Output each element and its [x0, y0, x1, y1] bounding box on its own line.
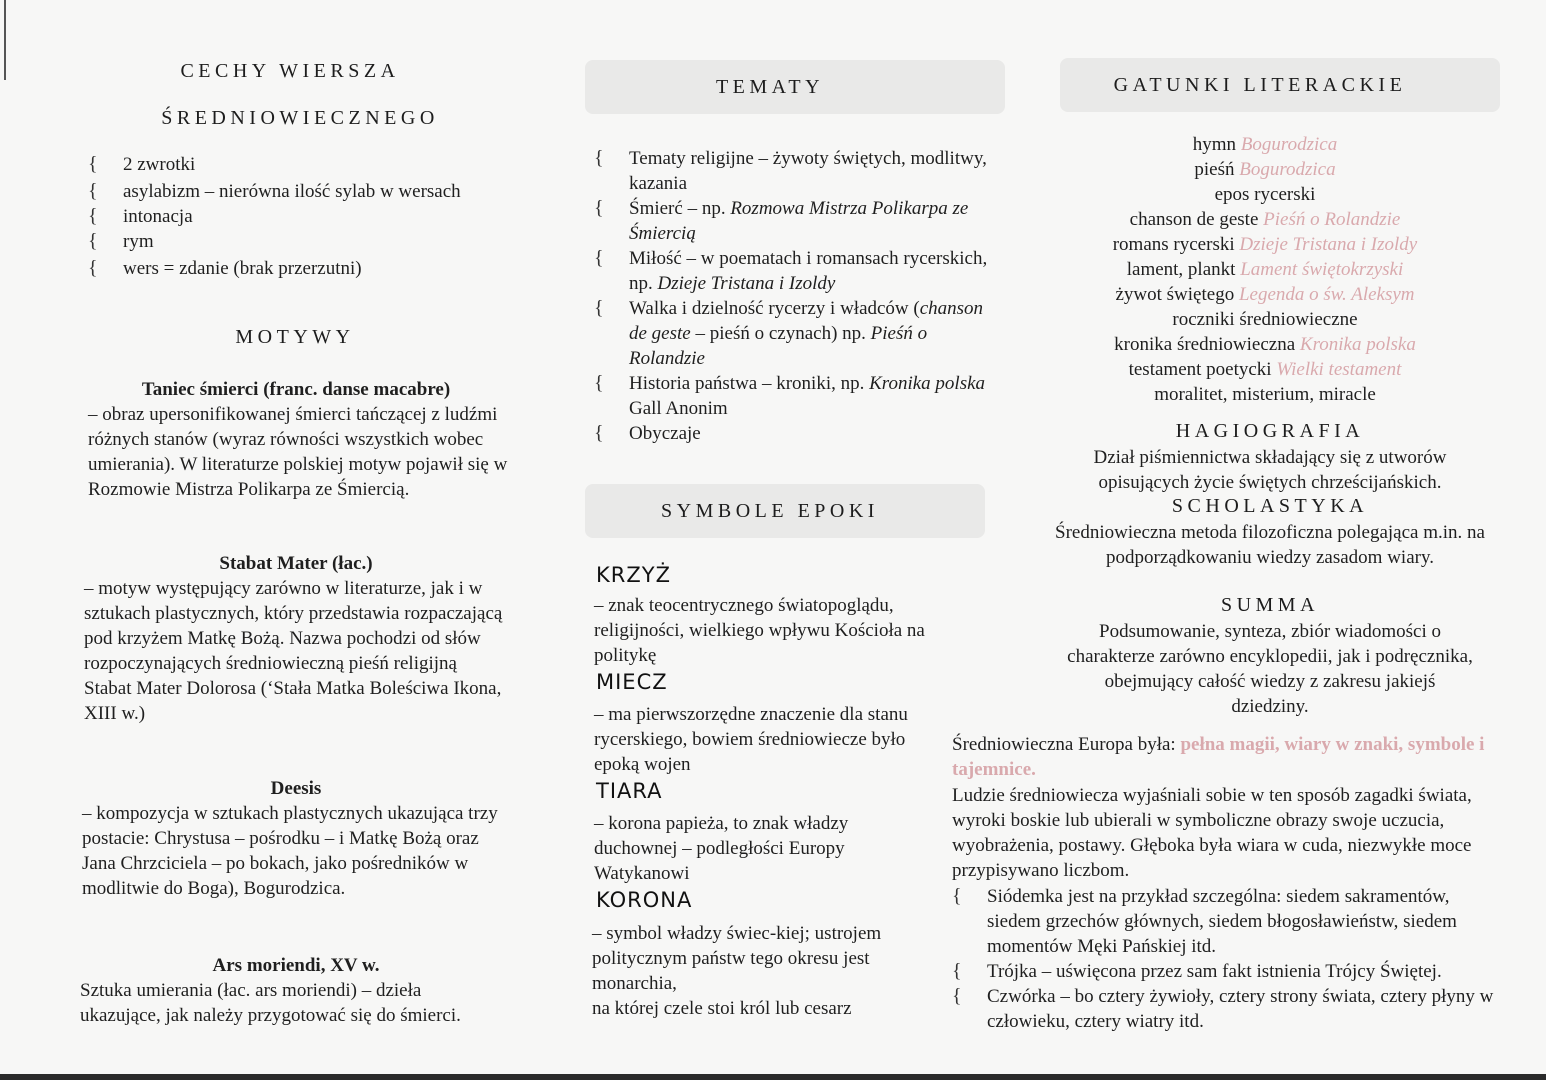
- symbole-title: SYMBOLE EPOKI: [661, 500, 879, 522]
- cechy-list: [88, 152, 548, 281]
- motyw-ars-name: Ars moriendi, XV w.: [212, 955, 380, 976]
- brace-icon: {: [88, 180, 98, 202]
- symbol-tiara-desc: – korona papieża, to znak władzy duchownej – podległości Europy Watykanowi: [594, 813, 849, 884]
- gatunek-item: kronika średniowieczna Kronika polska: [1114, 334, 1416, 355]
- gatunek-item: roczniki średniowieczne: [1172, 309, 1358, 330]
- tematy-item: { Śmierć – np. Rozmowa Mistrza Polikarpa ze Śmiercią: [594, 197, 969, 244]
- scholastyka-desc: Średniowieczna metoda filozoficzna polegająca m.in. na podporządkowaniu wiedzy zasadom wiary.: [1055, 522, 1485, 568]
- tematy-list: [594, 146, 989, 446]
- page-edge-line: [4, 0, 6, 80]
- symbol-krzyz-name: KRZYŻ: [596, 563, 671, 587]
- symbol-korona-desc: – symbol władzy świec-kiej; ustrojem politycznym państw tego okresu jest monarchia,: [592, 923, 882, 994]
- brace-icon: {: [88, 205, 98, 227]
- brace-icon: {: [594, 147, 604, 169]
- symbol-krzyz-desc: – znak teocentrycznego światopoglądu, religijności, wielkiego wpływu Kościoła na politykę: [594, 595, 925, 666]
- symbol-miecz-name: MIECZ: [596, 670, 668, 694]
- motyw-stabat-name: Stabat Mater (łac.): [219, 553, 373, 574]
- cechy-title-1: CECHY WIERSZA: [180, 60, 400, 82]
- cechy-item: { wers = zdanie (brak przerzutni): [88, 257, 362, 279]
- cechy-title-2: ŚREDNIOWIECZNEGO: [161, 107, 439, 129]
- symbol-korona-name: KORONA: [596, 888, 693, 912]
- tematy-title: TEMATY: [715, 76, 825, 98]
- motyw-deesis-desc: – kompozycja w sztukach plastycznych ukazująca trzy postacie: Chrystusa – pośrodku – i Matkę Bożą oraz Jana Chrzciciela – po bokach, jako pośredników w modlitwie do Boga), Bogurodzica.: [82, 803, 498, 899]
- brace-icon: {: [88, 230, 98, 252]
- liczba-item: { Czwórka – bo cztery żywioły, cztery strony świata, cztery płyny w człowieku, cztery wiatry itd.: [952, 985, 1494, 1032]
- motyw-taniec-desc: – obraz upersonifikowanej śmierci tańczącej z ludźmi różnych stanów (wyraz równości wszystkich wobec umierania). W literaturze polskiej motyw pojawił się w Rozmowie Mistrza Polikarpa ze Śmiercią.: [88, 404, 508, 500]
- tematy-item: { Historia państwa – kroniki, np. Kronika polska Gall Anonim: [594, 372, 986, 419]
- cechy-item: { rym: [88, 230, 154, 252]
- gatunek-item: moralitet, misterium, miracle: [1154, 384, 1376, 405]
- brace-icon: {: [952, 885, 962, 907]
- liczba-item: { Trójka – uświęcona przez sam fakt istnienia Trójcy Świętej.: [952, 960, 1442, 982]
- summa-title: SUMMA: [1220, 594, 1320, 616]
- brace-icon: {: [88, 153, 98, 175]
- gatunek-item: lament, plankt Lament świętokrzyski: [1126, 259, 1404, 280]
- symbol-korona-desc-2: na której czele stoi król lub cesarz: [592, 998, 852, 1019]
- brace-icon: {: [952, 960, 962, 982]
- gatunek-item: pieśń Bogurodzica: [1194, 159, 1336, 180]
- brace-icon: {: [594, 247, 604, 269]
- motyw-ars-desc: Sztuka umierania (łac. ars moriendi) – dzieła ukazujące, jak należy przygotować się do śmierci.: [80, 980, 461, 1026]
- tematy-item: { Walka i dzielność rycerzy i władców (chanson de geste – pieśń o czynach) np. Pieśń o Rolandzie: [594, 297, 984, 369]
- brace-icon: {: [594, 422, 604, 444]
- cechy-item: { 2 zwrotki: [88, 153, 196, 175]
- brace-icon: {: [594, 297, 604, 319]
- hagiografia-title: HAGIOGRAFIA: [1175, 420, 1365, 442]
- motyw-taniec-name: Taniec śmierci (franc. danse macabre): [141, 379, 451, 400]
- brace-icon: {: [594, 372, 604, 394]
- tematy-item: { Miłość – w poematach i romansach rycerskich, np. Dzieje Tristana i Izoldy: [594, 247, 988, 294]
- liczby-list: [952, 884, 1497, 1034]
- gatunek-item: hymn Bogurodzica: [1192, 134, 1338, 155]
- summa-desc: Podsumowanie, synteza, zbiór wiadomości o charakterze zarówno encyklopedii, jak i podręcznika, obejmujący całość wiedzy z zakresu jakiejś dziedziny.: [1067, 621, 1473, 717]
- tematy-item: { Tematy religijne – żywoty świętych, modlitwy, kazania: [594, 147, 987, 194]
- brace-icon: {: [594, 197, 604, 219]
- motyw-deesis-name: Deesis: [270, 778, 322, 799]
- gatunek-item: epos rycerski: [1214, 184, 1316, 205]
- motywy-title: MOTYWY: [235, 326, 355, 348]
- page-bottom-edge: [0, 1074, 1546, 1080]
- tematy-item: { Obyczaje: [594, 422, 701, 444]
- hagiografia-desc: Dział piśmiennictwa składający się z utworów opisujących życie świętych chrześcijańskich.: [1093, 447, 1447, 493]
- liczba-item: { Siódemka jest na przykład szczególna: siedem sakramentów, siedem grzechów głównych, siedem błogosławieństw, siedem momentów Męki Pańskiej itd.: [952, 885, 1457, 957]
- brace-icon: {: [952, 985, 962, 1007]
- cechy-item: { intonacja: [88, 205, 193, 227]
- symbol-miecz-desc: – ma pierwszorzędne znaczenie dla stanu rycerskiego, bowiem średniowiecze było epoką wojen: [594, 704, 908, 775]
- gatunek-item: testament poetycki Wielki testament: [1128, 359, 1402, 380]
- cechy-item: { asylabizm – nierówna ilość sylab w wersach: [88, 180, 461, 202]
- gatunek-item: żywot świętego Legenda o św. Aleksym: [1115, 284, 1415, 305]
- scholastyka-title: SCHOLASTYKA: [1171, 495, 1369, 517]
- europa-text: Ludzie średniowiecza wyjaśniali sobie w ten sposób zagadki świata, wyroki boskie lub ubierali w symboliczne obrazy swoje uczucia, wyobrażenia, postawy. Głęboka była wiara w cuda, niezwykłe moce przypisywano liczbom.: [952, 785, 1472, 881]
- gatunki-list: [1040, 132, 1490, 407]
- brace-icon: {: [88, 257, 98, 279]
- europa-intro: Średniowieczna Europa była: pełna magii, wiary w znaki, symbole i tajemnice.: [952, 734, 1485, 780]
- gatunek-item: chanson de geste Pieśń o Rolandzie: [1129, 209, 1401, 230]
- motyw-stabat-desc: – motyw występujący zarówno w literaturze, jak i w sztukach plastycznych, który przedstawia rozpaczającą pod krzyżem Matkę Bożą. Nazwa pochodzi od słów rozpoczynających średniowieczną pieśń religijną Stabat Mater Dolorosa (‘Stała Matka Boleściwa Ikona, XIII w.): [84, 578, 503, 724]
- gatunek-item: romans rycerski Dzieje Tristana i Izoldy: [1112, 234, 1418, 255]
- gatunki-title: GATUNKI LITERACKIE: [1113, 74, 1407, 96]
- symbol-tiara-name: TIARA: [596, 779, 663, 803]
